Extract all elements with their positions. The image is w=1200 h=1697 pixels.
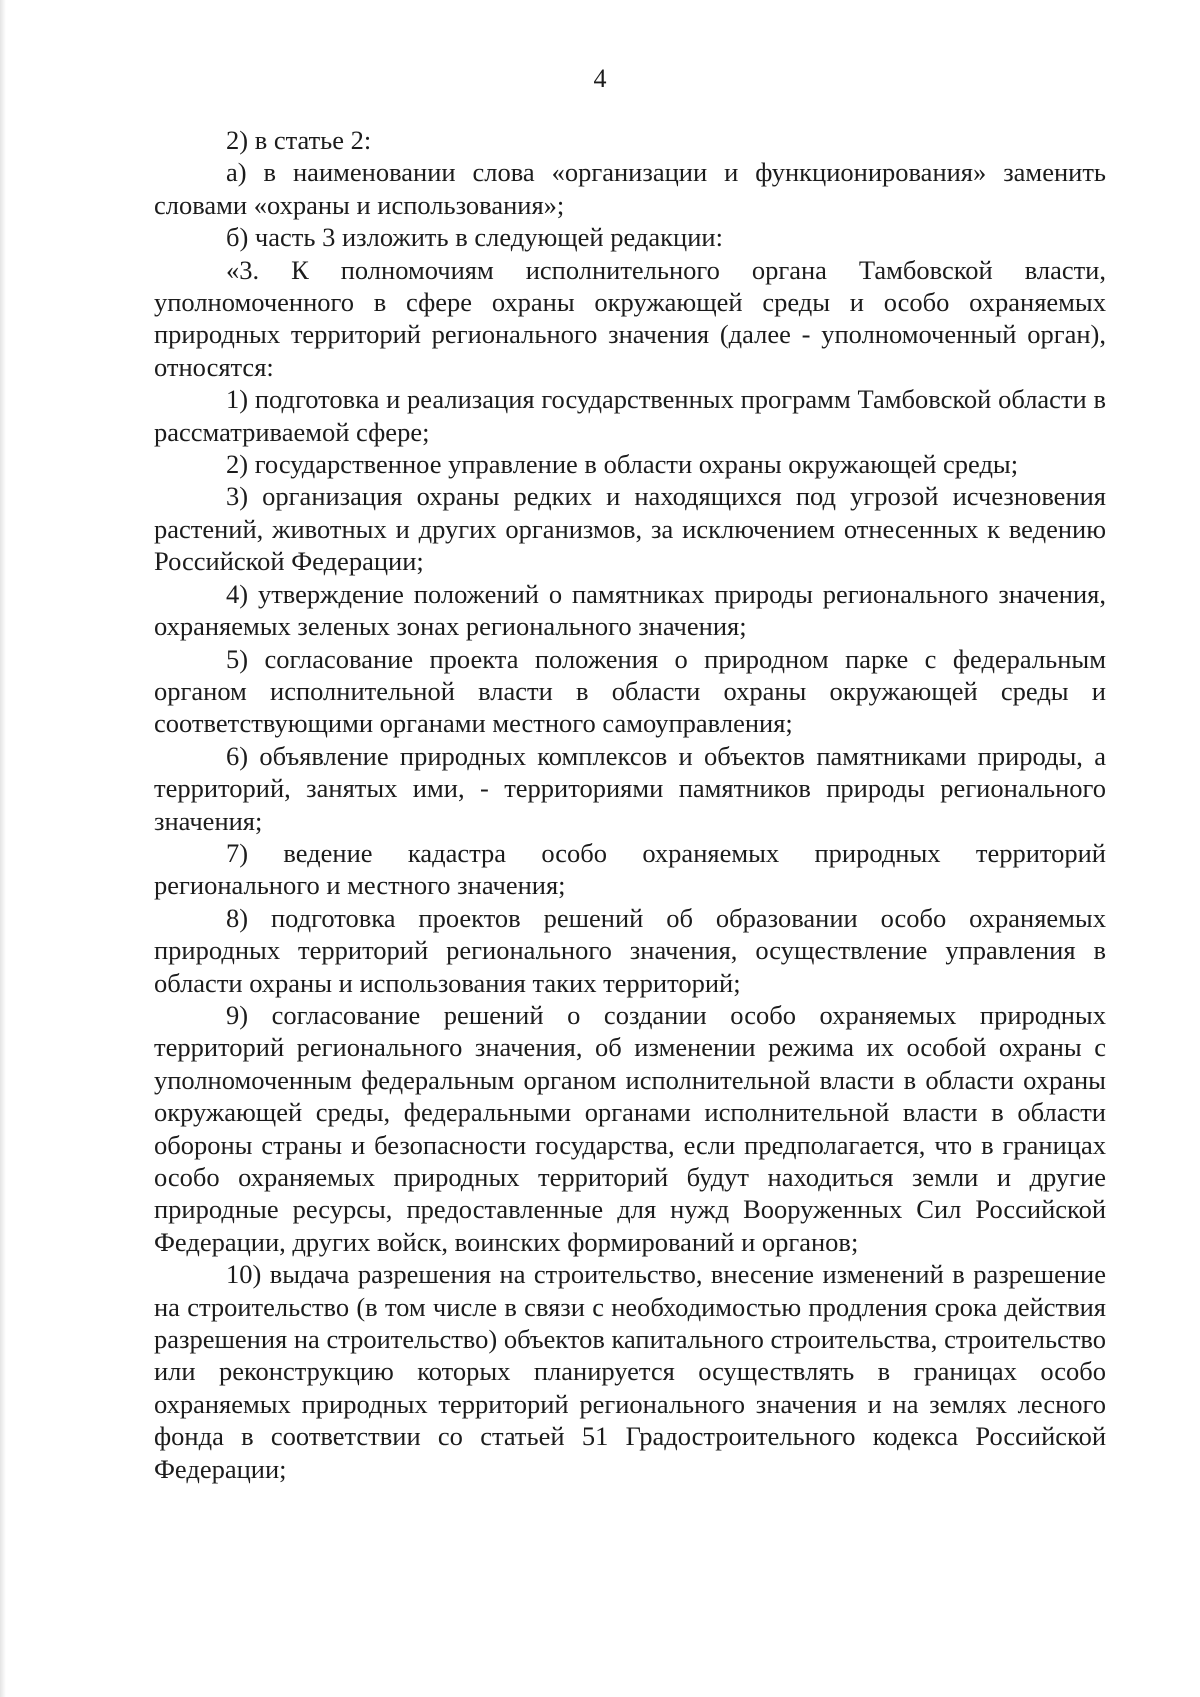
paragraph-power-3: 3) организация охраны редких и находящихся под угрозой исчезновения растений, животных и других организмов, за исключением отнесенных к ведению Российской Федерации; [154,481,1106,577]
paragraph-article-2: 2) в статье 2: [226,125,372,155]
paragraph-part-3: «3. К полномочиям исполнительного органа Тамбовской власти, уполномоченного в сфере охраны окружающей среды и особо охраняемых природных территорий регионального значения (далее - уполномоченный орган), относятся: [154,254,1106,382]
paragraph-power-7: 7) ведение кадастра особо охраняемых природных территорий регионального и местного значения; [154,837,1106,901]
paragraph-power-1: 1) подготовка и реализация государственных программ Тамбовской области в рассматриваемой сфере; [154,384,1106,447]
paragraph-power-4: 4) утверждение положений о памятниках природы регионального значения, охраняемых зеленых зонах регионального значения; [154,578,1106,642]
paragraph-item-a: а) в наименовании слова «организации и функционирования» заменить словами «охраны и использования»; [154,157,1106,220]
paragraph-power-5: 5) согласование проекта положения о природном парке с федеральным органом исполнительной власти в области охраны окружающей среды и соответствующими органами местного самоуправления; [154,643,1106,739]
paragraph-item-b: б) часть 3 изложить в следующей редакции: [226,222,723,253]
paragraph-power-10: 10) выдача разрешения на строительство, внесение изменений в разрешение на строительство (в том числе в связи с необходимостью продления срока действия разрешения на строительство) объектов капитального строительства, строительство или реконструкцию которых планируется осуществлять в границах особо охраняемых природных территорий регионального значения и на землях лесного фонда в соответствии со статьей 51 Градостроительного кодекса Российской Федерации; [154,1259,1106,1484]
page-number: 4 [593,64,607,93]
document-body [154,124,1106,1485]
paragraph-power-8: 8) подготовка проектов решений об образовании особо охраняемых природных территорий регионального значения, осуществление управления в области охраны и использования таких территорий; [154,902,1106,998]
paragraph-power-9: 9) согласование решений о создании особо охраняемых природных территорий регионального значения, об изменении режима их особой охраны с уполномоченным федеральным органом исполнительной власти в области охраны окружающей среды, федеральными органами исполнительной власти в области обороны страны и безопасности государства, если предполагается, что в границах особо охраняемых природных территорий будут находиться земли и другие природные ресурсы, предоставленные для нужд Вооруженных Сил Российской Федерации, других войск, воинских формирований и органов; [154,999,1106,1257]
paragraph-power-2: 2) государственное управление в области охраны окружающей среды; [226,449,1019,480]
scan-edge-shadow [0,0,6,1697]
paragraph-power-6: 6) объявление природных комплексов и объектов памятниками природы, а территорий, занятых ими, - территориями памятников природы регионального значения; [154,740,1106,836]
